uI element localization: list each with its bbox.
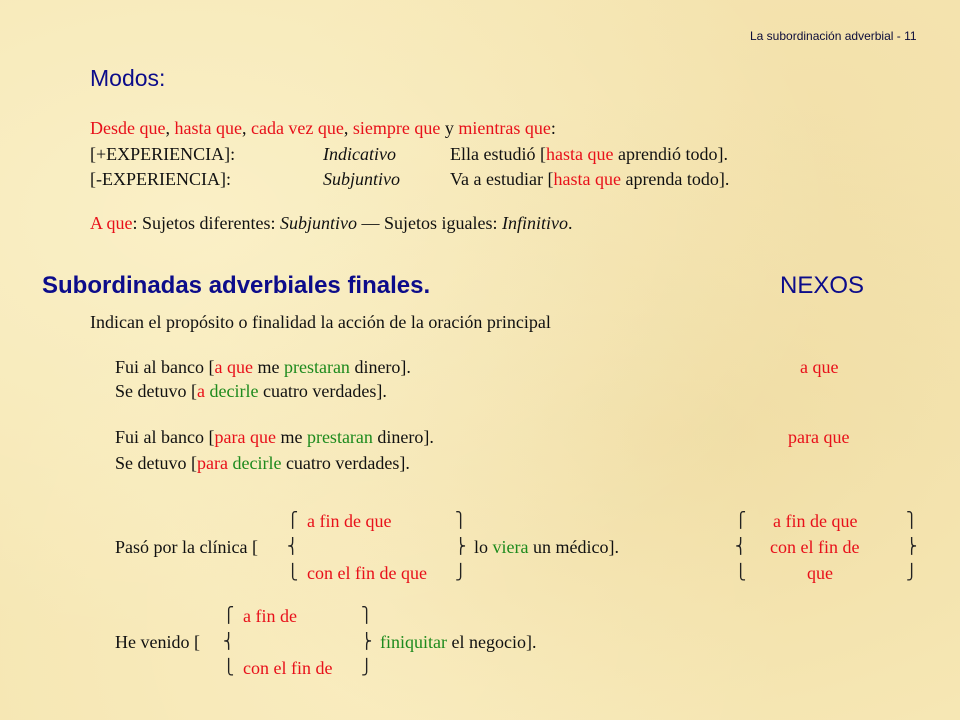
period: . [567, 213, 573, 233]
nexo-desde-que: Desde que [90, 118, 166, 138]
option-con-el-fin-de: con el fin de [243, 658, 333, 678]
nexo-hasta-que: hasta que [553, 169, 621, 189]
verb-prestaran: prestaran [306, 427, 373, 447]
example-text: me [252, 357, 284, 377]
rule-text: : Sujetos diferentes: [132, 213, 280, 233]
example-text: Ella estudió [ [450, 144, 546, 164]
example-text: lo [474, 537, 493, 557]
modos-intro-line [90, 117, 556, 139]
nexo-label-que: que [807, 563, 833, 583]
brace-left-bottom: ⎩ [287, 563, 299, 581]
page-label: La subordinación adverbial - 11 [750, 29, 917, 43]
example-text: el negocio]. [446, 632, 537, 652]
nexos-heading: NEXOS [780, 272, 865, 299]
section-description: Indican el propósito o finalidad la acción de la oración principal [90, 312, 551, 332]
experiencia-neg-label: [-EXPERIENCIA]: [90, 169, 231, 189]
brace-right-bottom: ⎭ [455, 563, 467, 581]
brace-right-mid: ⎬ [361, 632, 373, 650]
conjunction: y [440, 118, 459, 138]
modos-title: Modos: [90, 65, 166, 91]
experiencia-neg-example [450, 168, 729, 190]
example-text: me [275, 427, 307, 447]
section-title: Subordinadas adverbiales finales. [42, 272, 431, 299]
nexo-para-que: para que [214, 427, 276, 447]
nexo-para: para [196, 453, 228, 473]
example-text: dinero]. [349, 357, 411, 377]
venido-rest [380, 631, 536, 653]
nexo-brace-left-top: ⎧ [735, 511, 747, 529]
experiencia-pos-mode: Indicativo [323, 144, 396, 164]
example-text: dinero]. [372, 427, 434, 447]
venido-main: He venido [ [115, 632, 200, 652]
separator: , [165, 118, 175, 138]
example-text: Fui al banco [ [115, 357, 215, 377]
rule-text: — Sujetos iguales: [356, 213, 502, 233]
mode-subjuntivo: Subjuntivo [279, 213, 357, 233]
example-text: aprendió todo]. [613, 144, 728, 164]
nexo-hasta-que: hasta que [545, 144, 614, 164]
example-text: Se detuvo [ [115, 381, 197, 401]
nexo-a: a [196, 381, 205, 401]
nexo-brace-right-bottom: ⎭ [906, 563, 918, 581]
nexo-a-que: a que [214, 357, 253, 377]
example-text: Se detuvo [ [115, 453, 197, 473]
colon: : [550, 118, 556, 138]
verb-decirle: decirle [209, 381, 259, 401]
experiencia-pos-example [450, 143, 728, 165]
option-a-fin-de-que: a fin de que [307, 511, 392, 531]
brace-left-mid: ⎨ [287, 537, 299, 555]
nexo-a-que: A que [90, 213, 133, 233]
brace-left-mid: ⎨ [223, 632, 235, 650]
experiencia-neg-mode: Subjuntivo [323, 169, 400, 189]
example-text: cuatro verdades]. [281, 453, 410, 473]
verb-viera: viera [492, 537, 529, 557]
verb-finiquitar: finiquitar [380, 632, 447, 652]
example-text: un médico]. [528, 537, 619, 557]
brace-left-bottom: ⎩ [223, 658, 235, 676]
example-para-que-1 [115, 426, 434, 448]
mode-infinitivo: Infinitivo [501, 213, 568, 233]
example-text: Va a estudiar [ [450, 169, 554, 189]
nexo-hasta-que: hasta que [174, 118, 242, 138]
nexo-label-con-el-fin-de: con el fin de [770, 537, 860, 557]
nexo-brace-right-mid: ⎬ [906, 537, 918, 555]
brace-left-top: ⎧ [223, 606, 235, 624]
separator: , [241, 118, 251, 138]
nexo-siempre-que: siempre que [352, 118, 441, 138]
brace-right-mid: ⎬ [455, 537, 467, 555]
nexo-cada-vez-que: cada vez que [250, 118, 344, 138]
nexo-brace-left-mid: ⎨ [735, 537, 747, 555]
clinica-rest [474, 536, 619, 558]
brace-right-top: ⎫ [361, 606, 373, 624]
nexo-label-para-que: para que [788, 427, 850, 447]
option-a-fin-de: a fin de [243, 606, 297, 626]
experiencia-pos-label: [+EXPERIENCIA]: [90, 144, 236, 164]
verb-prestaran: prestaran [283, 357, 350, 377]
separator: , [343, 118, 353, 138]
brace-right-bottom: ⎭ [361, 658, 373, 676]
example-a-que-1 [115, 356, 411, 378]
clinica-main: Pasó por la clínica [ [115, 537, 258, 557]
example-para-que-2 [115, 452, 410, 474]
nexo-brace-right-top: ⎫ [906, 511, 918, 529]
nexo-label-a-que: a que [800, 357, 839, 377]
example-text: aprenda todo]. [620, 169, 730, 189]
brace-right-top: ⎫ [455, 511, 467, 529]
verb-decirle: decirle [232, 453, 282, 473]
brace-left-top: ⎧ [287, 511, 299, 529]
example-a-que-2 [115, 380, 387, 402]
a-que-rule [90, 212, 572, 234]
example-text: cuatro verdades]. [258, 381, 387, 401]
nexo-brace-left-bottom: ⎩ [735, 563, 747, 581]
nexo-mientras-que: mientras que [458, 118, 551, 138]
example-text: Fui al banco [ [115, 427, 215, 447]
nexo-label-a-fin-de-que: a fin de que [773, 511, 858, 531]
option-con-el-fin-de-que: con el fin de que [307, 563, 427, 583]
